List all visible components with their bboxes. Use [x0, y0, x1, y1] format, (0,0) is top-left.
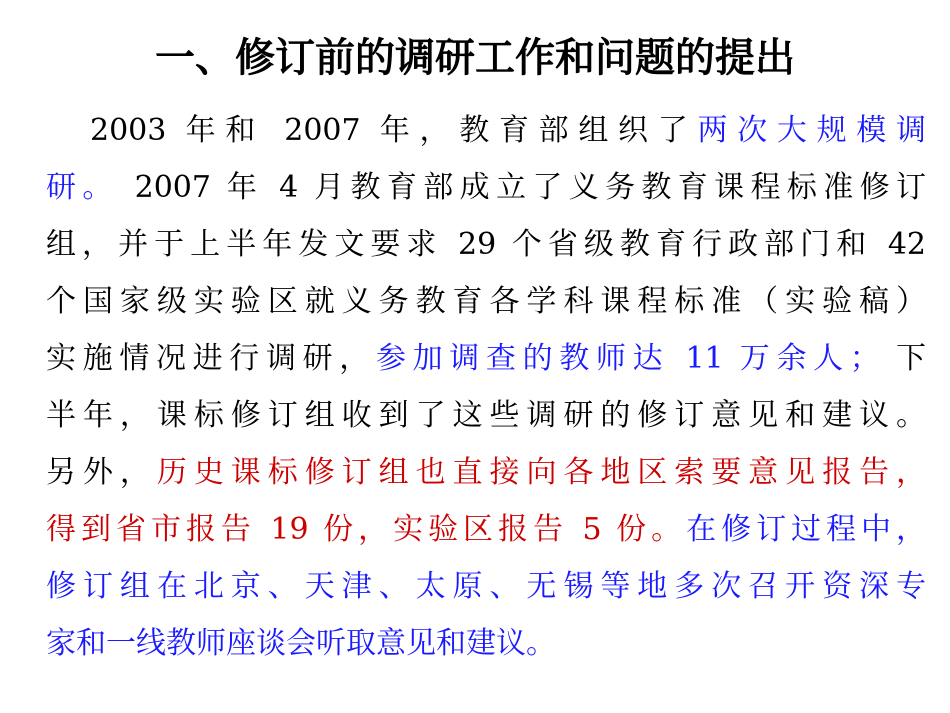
- paragraph-line-9: [46, 558, 926, 615]
- text-segment: 2007 年 4 月教育部成立了义务教育课程标准修订: [118, 170, 926, 205]
- text-segment: 另外，: [46, 455, 157, 490]
- text-segment: 个国家级实验区就义务教育各学科课程标准（实验稿）: [46, 284, 926, 319]
- paragraph-line-8: [46, 501, 926, 558]
- highlight-segment: 参加调查的教师达 11 万余人；: [375, 341, 880, 376]
- body-paragraph: [46, 102, 926, 672]
- text-segment: 实施情况进行调研，: [46, 341, 376, 376]
- paragraph-line-4: [46, 273, 926, 330]
- paragraph-line-7: [46, 444, 926, 501]
- emphasis-segment: 历史课标修订组也直接向各地区索要意见报告，: [156, 455, 927, 490]
- highlight-segment: 研。: [46, 170, 119, 205]
- emphasis-segment: 得到省市报告 19 份，实验区报告 5 份。: [46, 512, 687, 547]
- paragraph-line-5: [46, 330, 926, 387]
- paragraph-line-10: [46, 615, 926, 672]
- text-segment: 半年，课标修订组收到了这些调研的修订意见和建议。: [46, 398, 926, 433]
- text-segment: 组，并于上半年发文要求 29 个省级教育行政部门和 42: [46, 227, 926, 262]
- highlight-segment: 修订组在北京、天津、太原、无锡等地多次召开资深专: [46, 569, 926, 604]
- highlight-segment: 两次大规模调: [697, 113, 926, 148]
- text-segment: 下: [879, 341, 926, 376]
- paragraph-line-3: [46, 216, 926, 273]
- highlight-segment: 家和一线教师座谈会听取意见和建议。: [46, 626, 556, 661]
- text-segment: 2003 年和 2007 年，教育部组织了: [90, 113, 698, 148]
- paragraph-line-6: [46, 387, 926, 444]
- paragraph-line-2: [46, 159, 926, 216]
- paragraph-line-1: [46, 102, 926, 159]
- slide-title: 一、修订前的调研工作和问题的提出: [155, 35, 795, 81]
- highlight-segment: 在修订过程中，: [686, 512, 927, 547]
